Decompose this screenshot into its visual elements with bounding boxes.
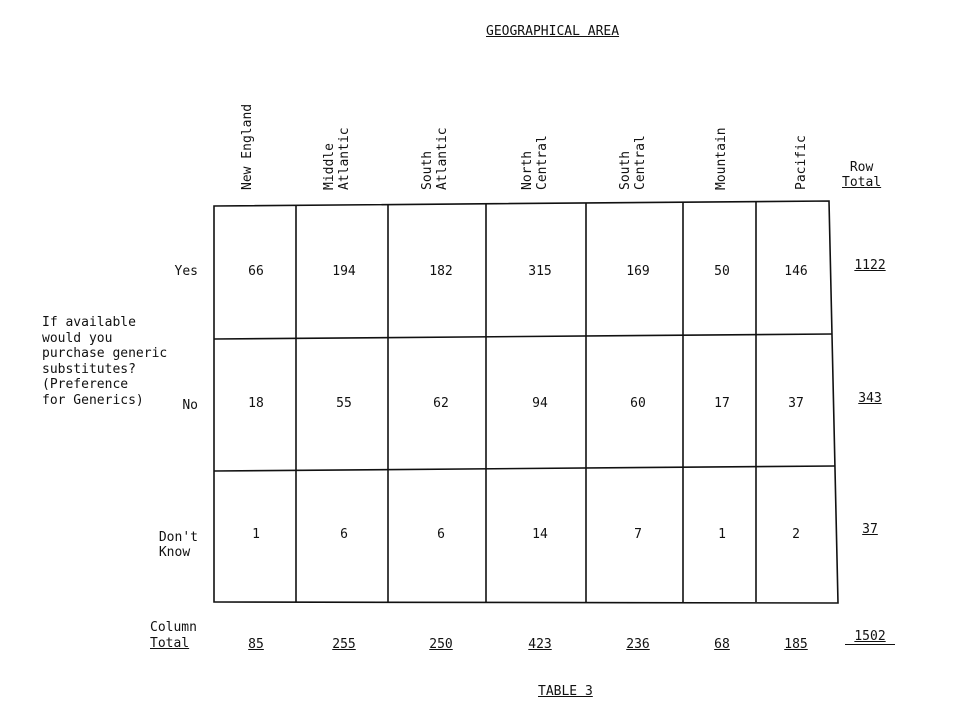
- row-total: 1122: [854, 258, 886, 273]
- table-cell: 50: [714, 264, 730, 279]
- table-cell: 6: [340, 527, 348, 542]
- row-label: No: [182, 398, 198, 413]
- table-cell: 17: [714, 396, 730, 411]
- row-label: Don't Know: [158, 530, 198, 560]
- column-header-label: Pacific: [794, 135, 809, 190]
- table-cell: 18: [248, 396, 264, 411]
- table-cell: 37: [788, 396, 804, 411]
- table-cell: 146: [784, 264, 808, 279]
- row-label: Yes: [174, 264, 198, 279]
- table-cell: 14: [532, 527, 548, 542]
- table-cell: 315: [528, 264, 552, 279]
- row-total-header-line2: Total: [842, 175, 882, 190]
- row-total: 37: [862, 522, 878, 537]
- table-cell: 1: [718, 527, 726, 542]
- column-total: 236: [626, 637, 650, 652]
- column-total: 185: [784, 637, 808, 652]
- column-total: 250: [429, 637, 453, 652]
- column-total-label-line1: Column: [150, 620, 197, 635]
- table-title: GEOGRAPHICAL AREA: [486, 24, 620, 39]
- column-total-label: [150, 620, 197, 652]
- table-cell: 6: [437, 527, 445, 542]
- column-total: 85: [248, 637, 264, 652]
- table-cell: 194: [332, 264, 356, 279]
- grid-row-line-2: [214, 466, 835, 471]
- table-cell: 62: [433, 396, 449, 411]
- table-cell: 55: [336, 396, 352, 411]
- table-cell: 2: [792, 527, 800, 542]
- table-caption: TABLE 3: [538, 684, 593, 699]
- table-cell: 182: [429, 264, 453, 279]
- table-cell: 60: [630, 396, 646, 411]
- table-cell: 169: [626, 264, 650, 279]
- column-header-label: New England: [240, 103, 255, 190]
- column-header-label: South Atlantic: [420, 127, 450, 190]
- table-cell: 7: [634, 527, 642, 542]
- column-header-label: Mountain: [714, 127, 729, 190]
- table-cell: 94: [532, 396, 548, 411]
- survey-question: If available would you purchase generic substitutes? (Preference for Generics): [42, 315, 168, 408]
- table-cell: 1: [252, 527, 260, 542]
- grid-row-line-1: [214, 334, 832, 339]
- column-header-label: North Central: [520, 135, 550, 190]
- column-total: 423: [528, 637, 552, 652]
- row-total-header-line1: Row: [849, 160, 874, 175]
- column-total: 255: [332, 637, 356, 652]
- column-header-label: South Central: [618, 135, 648, 190]
- table-cell: 66: [248, 264, 264, 279]
- column-total-label-line2: Total: [150, 636, 190, 651]
- row-total: 343: [858, 391, 882, 406]
- grand-total: 1502: [845, 629, 895, 645]
- column-header-label: Middle Atlantic: [322, 127, 352, 190]
- column-total: 68: [714, 637, 730, 652]
